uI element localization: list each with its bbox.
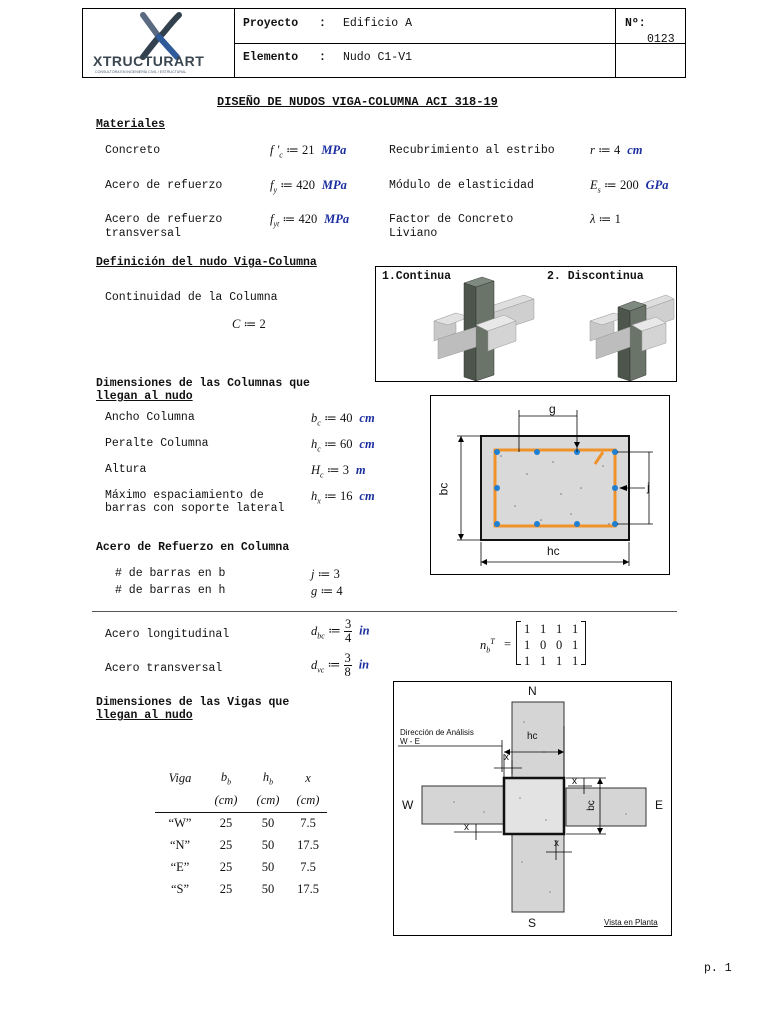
fig-bc-label: bc [436, 482, 451, 496]
fig-j-label: j [647, 480, 650, 494]
fig-discontinua-label: 2. Discontinua [547, 270, 644, 283]
fig-plan-hc-label: hc [527, 731, 538, 742]
dvc-value: $d_{vc}$ ≔ $\frac{3}{8}$ in [311, 651, 370, 679]
table-row: “E” 25 50 7.5 [170, 859, 316, 874]
proyecto-value: Edificio A [343, 17, 413, 30]
acero-transversal-label: Acero de refuerzo transversal [105, 213, 223, 240]
fig-x-left-label: x [464, 822, 469, 833]
acero-label: Acero de refuerzo [105, 179, 223, 192]
fig-x-bottom-label: x [554, 838, 559, 849]
dbc-value: $d_{bc}$ ≔ $\frac{3}{4}$ in [311, 617, 370, 645]
fig-vista-label: Vista en Planta [604, 918, 658, 927]
columnas-heading: Dimensiones de las Columnas que llegan al nudo [96, 377, 310, 403]
title-block [82, 8, 686, 78]
table-row: “S” 25 50 17.5 [170, 881, 319, 896]
altura-label: Altura [105, 463, 147, 476]
elemento-value: Nudo C1-V1 [343, 51, 413, 64]
acero-columna-heading: Acero de Refuerzo en Columna [96, 541, 290, 554]
hc-value: $h_c$ ≔ 60 cm [311, 437, 375, 454]
nudo-type-figure [375, 266, 677, 382]
fig-hc-label: hc [547, 544, 560, 558]
barras-b-label: # de barras en b [115, 567, 226, 580]
continuidad-label: Continuidad de la Columna [105, 291, 278, 304]
fig-direction-value: W - E [400, 737, 420, 746]
materiales-heading: Materiales [96, 118, 166, 131]
concreto-label: Concreto [105, 144, 161, 157]
peralte-columna-label: Peralte Columna [105, 437, 209, 450]
fc-value: f '$_c$ ≔ 21 MPa [270, 143, 347, 160]
page-number: p. 1 [704, 962, 732, 975]
elemento-label: Elemento [243, 51, 299, 64]
fyt-value: $f_{yt}$ ≔ 420 MPa [270, 212, 350, 229]
nudo-heading: Definición del nudo Viga-Columna [96, 256, 317, 269]
recubrimiento-label: Recubrimiento al estribo [389, 144, 555, 157]
column-section-figure [430, 395, 670, 575]
page-title: DISEÑO DE NUDOS VIGA-COLUMNA ACI 318-19 [217, 95, 498, 109]
Hc-value: $H_c$ ≔ 3 m [311, 463, 366, 480]
factor-liviano-label: Factor de Concreto Liviano [389, 213, 514, 240]
proyecto-sep: : [319, 17, 326, 30]
ancho-columna-label: Ancho Columna [105, 411, 195, 424]
bc-value: $b_c$ ≔ 40 cm [311, 411, 375, 428]
joint-3d-illustration [376, 267, 676, 381]
company-logo [87, 11, 233, 75]
section-divider [92, 611, 677, 612]
fig-direction-label: Dirección de Análisis [400, 728, 474, 737]
fig-x-top-label: x [504, 752, 509, 763]
plan-view-drawing [394, 682, 671, 935]
acero-transversal-value-label: Acero transversal [105, 662, 223, 675]
elasticidad-label: Módulo de elasticidad [389, 179, 534, 192]
fig-east-label: E [655, 798, 664, 812]
fig-plan-bc-label: bc [585, 800, 597, 811]
table-row: “N” 25 50 17.5 [169, 837, 319, 852]
c-value: C ≔ 2 [232, 317, 266, 331]
j-value: j ≔ 3 [311, 567, 340, 581]
logo-subtitle: CONSULTORA EN INGENIERÍA CIVIL / ESTRUCTURAL [95, 70, 187, 74]
r-value: r ≔ 4 cm [590, 143, 643, 157]
vigas-heading: Dimensiones de las Vigas que llegan al nudo [96, 696, 290, 722]
hx-value: $h_x$ ≔ 16 cm [311, 489, 375, 506]
barras-h-label: # de barras en h [115, 584, 226, 597]
table-row: “W” 25 50 7.5 [168, 815, 316, 830]
fy-value: $f_y$ ≔ 420 MPa [270, 178, 347, 195]
espaciamiento-label: Máximo espaciamiento de barras con soporte lateral [105, 489, 285, 515]
es-value: $E_s$ ≔ 200 GPa [590, 178, 669, 195]
fig-north-label: N [528, 684, 537, 698]
elemento-sep: : [319, 51, 326, 64]
lambda-value: λ ≔ 1 [590, 212, 621, 226]
numero-value: 0123 [647, 33, 675, 46]
g-value: g ≔ 4 [311, 584, 343, 598]
fig-x-right-label: x [572, 776, 577, 787]
logo-text: XTRUCTURART [93, 53, 205, 69]
proyecto-label: Proyecto [243, 17, 299, 30]
vigas-table: Viga $b_b$ $h_b$ x (cm) (cm) (cm) “W” 25 50 7.5 “N” 25 50 17.5 “E” 25 50 7.5 “S” 25 50 17.5 [155, 766, 327, 900]
plan-view-figure [393, 681, 672, 936]
fig-continua-label: 1.Continua [382, 270, 452, 283]
fig-g-label: g [549, 402, 556, 416]
acero-longitudinal-label: Acero longitudinal [105, 628, 230, 641]
fig-south-label: S [528, 916, 537, 930]
numero-label: Nº: [625, 17, 646, 30]
fig-west-label: W [402, 798, 414, 812]
